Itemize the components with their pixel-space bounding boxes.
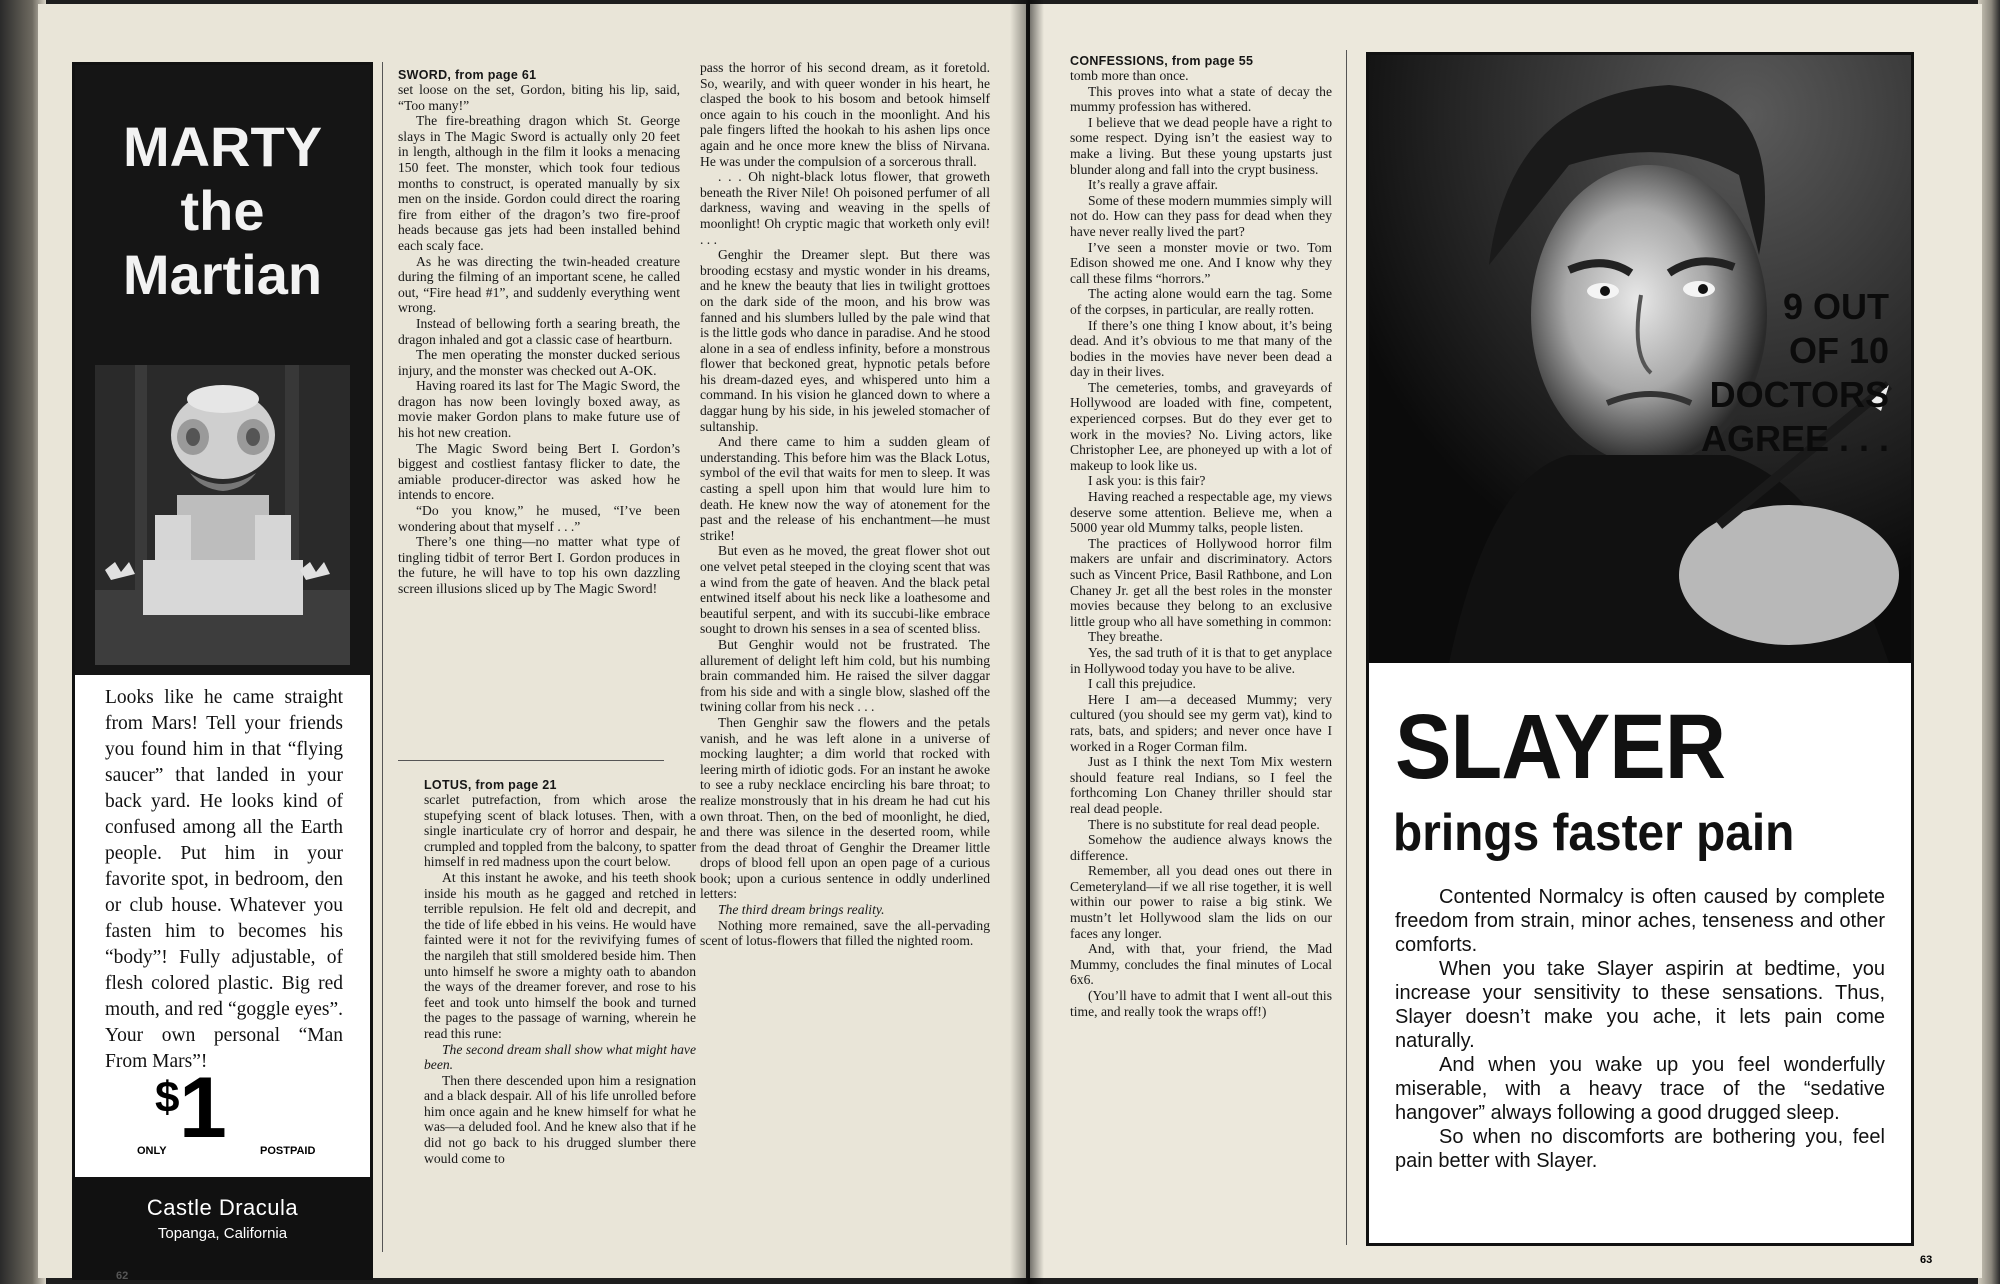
lotus-paragraph: Nothing more remained, save the all-pervading scent of lotus-flowers that filled the nighted room. <box>700 917 990 949</box>
confessions-paragraph: The acting alone would earn the tag. Some of the corpses, in particular, are really rotten. <box>1070 286 1332 317</box>
sword-article <box>398 68 680 597</box>
confessions-paragraph: They breathe. <box>1088 629 1163 645</box>
lotus-paragraph: Then Genghir saw the flowers and the petals vanish, and he was left alone in a universe of mocking laughter; a dim world that rocked with leering mirth of idiotic gods. For an instant he awoke to see a ruby necklace encircling his bare throat; to realize monstrously that in his dream he had cut his own throat. Then, on the bed of moonlight, he died, and there was silence in the deserted room, while from the dead throat of Genghir the Dreamer little drops of blood fell upon an open page of a curious book; upon a curious sentence in oddly underlined letters: <box>700 714 990 902</box>
slayer-paragraph: So when no discomforts are bothering you, feel pain better with Slayer. <box>1395 1126 1885 1172</box>
sword-paragraph: The men operating the monster ducked serious injury, and the monster was checked out A-OK. <box>398 347 680 378</box>
slayer-subtitle: brings faster pain <box>1393 804 1795 862</box>
sword-kicker: SWORD, from page 61 <box>398 68 537 82</box>
lotus-paragraph: The second dream shall show what might have been. <box>424 1041 696 1073</box>
marty-the-martian-ad <box>72 62 373 1280</box>
martian-toy-photo <box>95 365 350 665</box>
marty-title-line3: Martian <box>122 243 323 306</box>
left-page-number: 62 <box>116 1270 129 1282</box>
confessions-article <box>1070 54 1332 1019</box>
confessions-paragraph: Having reached a respectable age, my views deserve some attention. Believe me, when a 5000 year old Mummy talks, people listen. <box>1070 489 1332 536</box>
agree-line2: OF 10 <box>1788 330 1889 371</box>
confessions-paragraph: Somehow the audience always knows the difference. <box>1070 832 1332 863</box>
page-gutter <box>1010 0 1044 1284</box>
agree-line1: 9 OUT <box>1782 286 1889 327</box>
agree-line3: DOCTORS <box>1709 374 1889 415</box>
lotus-paragraph: Then there descended upon him a resignation and a black despair. All of his life unrolled before him once again and he knew himself for what he was—a deluded fool. And he knew also that if he did not go back to his drugged slumber there would come to <box>424 1072 696 1166</box>
article-divider <box>398 760 664 761</box>
sword-paragraph: As he was directing the twin-headed creature during the filming of an important scene, he called out, “Fire head #1”, and suddenly everything went wrong. <box>398 253 680 316</box>
slayer-ad-photo <box>1369 55 1911 663</box>
sword-paragraph: The Magic Sword being Bert I. Gordon’s biggest and costliest fantasy flicker to date, the amiable producer-director was asked how he intends to encore. <box>398 440 680 503</box>
confessions-paragraph: And, with that, your friend, the Mad Mummy, concludes the final minutes of Local 6x6. <box>1070 941 1332 988</box>
sword-paragraph: “Do you know,” he mused, “I’ve been wondering about that myself . . .” <box>398 503 680 534</box>
right-page-number: 63 <box>1920 1254 1933 1266</box>
confessions-paragraph: The practices of Hollywood horror film makers are unfair and discriminatory. Actors such as Vincent Price, Basil Rathbone, and Lon Chaney Jr. get all the best roles in the monster movies because they belong to an exclusive little group who all have something in common: <box>1070 535 1332 629</box>
confessions-paragraph: Some of these modern mummies simply will not do. How can they pass for dead when they have never really lived the part? <box>1070 192 1332 239</box>
lotus-paragraph: And there came to him a sudden gleam of understanding. This before him was the Black Lotus, symbol of the evil that waits for men to sleep. It was casting a spell upon him that would lure him to death. He knew now the way of atonement for the past and the release of his enchantment—he must strike! <box>700 434 990 543</box>
price-only-label: ONLY <box>137 1145 167 1157</box>
price-dollar-sign: $ <box>155 1073 180 1122</box>
slayer-aspirin-ad <box>1366 52 1914 1246</box>
confessions-paragraph: It’s really a grave affair. <box>1088 177 1218 193</box>
seller-name: Castle Dracula <box>146 1195 299 1220</box>
seller-location: Topanga, California <box>157 1225 288 1242</box>
column-divider <box>1346 50 1347 1245</box>
agree-line4: AGREE . . . <box>1700 418 1889 459</box>
confessions-paragraph: I ask you: is this fair? <box>1088 473 1206 489</box>
marty-ad-title <box>75 115 370 307</box>
confessions-paragraph: I’ve seen a monster movie or two. Tom Edison showed me one. And I know why they call these films “horrors.” <box>1070 239 1332 286</box>
slayer-ad-body <box>1395 885 1885 1173</box>
lotus-paragraph: But Genghir would not be frustrated. The allurement of delight left him cold, but his numbing brain commanded him. He raised the silver daggar from his side and with a single blow, slashed off the twining collar from his neck . . . <box>700 636 990 715</box>
marty-ad-footer <box>75 1177 370 1277</box>
lotus-article-part1 <box>424 778 696 1166</box>
confessions-kicker: CONFESSIONS, from page 55 <box>1070 54 1254 68</box>
price-value: 1 <box>179 1060 227 1156</box>
sword-paragraph: There’s one thing—no matter what type of tingling tidbit of terror Bert I. Gordon produces in the future, he will have to top his own dazzling screen illusions sliced up by The Magic Sword! <box>398 534 680 596</box>
confessions-paragraph: Here I am—a deceased Mummy; very cultured (you should see my germ vat), kind to rats, bats, and spiders; and never once have I worked in a Roger Corman film. <box>1070 691 1332 754</box>
slayer-paragraph: When you take Slayer aspirin at bedtime, you increase your sensitivity to these sensations. Thus, Slayer doesn’t make you ache, it lets pain come naturally. <box>1395 958 1885 1052</box>
confessions-paragraph: Remember, all you dead ones out there in Cemeteryland—if we all rise together, it is well within our power to raise a big stink. We mustn’t let Hollywood slam the lids on our faces any longer. <box>1070 863 1332 941</box>
lotus-paragraph: Genghir the Dreamer slept. But there was brooding ecstasy and mystic wonder in his dreams, and he knew the beauty that lies in twilight grottoes on the dark side of the moon, and his brow was fanned and his slumbers lulled by the pale wind that is the little gods who dance in paradise. And he stood alone in a sea of endless infinity, before a monstrous flower that beckoned great, hypnotic petals before his dream-dazed eyes, and whispered unto him a command. In his vision he glanced down to where a daggar hung by his side, in his jeweled stomacher of sultanship. <box>700 247 990 434</box>
doctors-agree-headline <box>1701 285 1889 461</box>
confessions-paragraph: I believe that we dead people have a right to some respect. Dying isn’t the easiest way to make a living. But these young upstarts just blunder along and fall into the crypt business. <box>1070 114 1332 177</box>
sword-paragraph: Instead of bellowing forth a searing breath, the dragon inhaled and got a classic case of heartburn. <box>398 315 680 347</box>
confessions-paragraph: Yes, the sad truth of it is that to get anyplace in Hollywood today you have to be alive. <box>1070 644 1332 676</box>
sword-paragraph: Having roared its last for The Magic Sword, the dragon has now been lovingly boxed away, as movie maker Gordon plans to make future use of his hot new creation. <box>398 378 680 441</box>
lotus-paragraph: . . . Oh night-black lotus flower, that groweth beneath the River Nile! Oh poisoned perfumer of all darkness, waving and weaving in the spells of moonlight! Oh cryptic magic that worketh only evil! . . . <box>700 169 990 247</box>
marty-ad-body: Looks like he came straight from Mars! Tell your friends you found him in that “flying saucer” that landed in your back yard. He looks kind of confused among all the Earth people. Put him in your favorite spot, in bedroom, den or club house. Whatever you fasten him to becomes his “body”! Fully adjustable, of flesh colored plastic. Big red mouth, and red “goggle eyes”. Your own personal “Man From Mars”! <box>105 687 343 1072</box>
confessions-paragraph: tomb more than once. <box>1070 68 1189 83</box>
marty-ad-header <box>75 65 370 675</box>
confessions-paragraph: (You’ll have to admit that I went all-out this time, and really took the wraps off!) <box>1070 988 1332 1019</box>
column-divider <box>382 62 383 1252</box>
marty-title-line2: the <box>180 179 265 242</box>
slayer-title: SLAYER <box>1395 696 1726 798</box>
lotus-article-part2 <box>700 60 990 949</box>
lotus-paragraph: But even as he moved, the great flower shot out one velvet petal steeped in the cloying scent that was a wind from the gate of heaven. And the black petal entwined itself about his neck like a loathesome and beautiful serpent, and with its succubi-like embrace sought to drown his senses in a sea of scented bliss. <box>700 543 990 637</box>
lotus-paragraph: pass the horror of his second dream, as it foretold. So, wearily, and with queer wonder in his heart, he clasped the book to his bosom and betook himself once again to his couch in the moonlight. And his pale fingers lifted the hookah to his ashen lips once again and he once more knew the bliss of Nirvana. He was under the compulsion of a sorcerous thrall. <box>700 60 990 169</box>
confessions-paragraph: There is no substitute for real dead people. <box>1088 816 1320 832</box>
slayer-paragraph: Contented Normalcy is often caused by complete freedom from strain, minor aches, tenseness and other comforts. <box>1395 886 1885 956</box>
marty-title-line1: MARTY <box>122 115 323 178</box>
lotus-paragraph: The third dream brings reality. <box>718 902 885 918</box>
price-postpaid-label: POSTPAID <box>260 1145 316 1157</box>
confessions-paragraph: Just as I think the next Tom Mix western should feature real Indians, so I feel the forthcoming Lon Chaney thriller should star real dead people. <box>1070 754 1332 816</box>
slayer-paragraph: And when you wake up you feel wonderfully miserable, with a heavy trace of the “sedative hangover” always following a good drugged sleep. <box>1395 1054 1885 1124</box>
confessions-paragraph: I call this prejudice. <box>1088 676 1196 692</box>
lotus-paragraph: At this instant he awoke, and his teeth shook inside his mouth as he gagged and retched in terrible repulsion. He felt old and decrepit, and the tide of life ebbed in his veins. He would have fainted were it not for the revivifying fumes of the nargileh that still smoldered beside him. Then unto himself he swore a mighty oath to abandon the ways of the dreamer forever, and rose to his feet and took unto himself the book and turned the pages to the passage of warning, wherein he read this rune: <box>424 869 696 1041</box>
sword-paragraph: set loose on the set, Gordon, biting his lip, said, “Too many!” <box>398 82 680 113</box>
confessions-paragraph: The cemeteries, tombs, and graveyards of Hollywood are loaded with fine, competent, experienced corpses. But do they ever get to work in the movies? No. Living actors, like Christopher Lee, are phoneyed up with a lot of makeup to look like us. <box>1070 379 1332 473</box>
lotus-kicker: LOTUS, from page 21 <box>424 778 557 792</box>
lotus-paragraph: scarlet putrefaction, from which arose the stupefying scent of black lotuses. Then, with a single inarticulate cry of horror and despair, he crumpled and toppled from the balcony, to spatter himself in red madness upon the court below. <box>424 792 696 870</box>
confessions-paragraph: This proves into what a state of decay the mummy profession has withered. <box>1070 83 1332 115</box>
sword-paragraph: The fire-breathing dragon which St. George slays in The Magic Sword is actually only 20 feet in length, although in the film it looks a menacing 150 feet. The monster, which took four tedious months to construct, is operated manually by six men on the inside. Gordon could direct the roaring fire from either of the dragon’s two fire-proof heads because gas jets had been installed behind each scaly face. <box>398 113 680 253</box>
confessions-paragraph: If there’s one thing I know about, it’s being dead. And it’s obvious to me that many of the bodies in the movies have never been dead a day in their lives. <box>1070 317 1332 380</box>
